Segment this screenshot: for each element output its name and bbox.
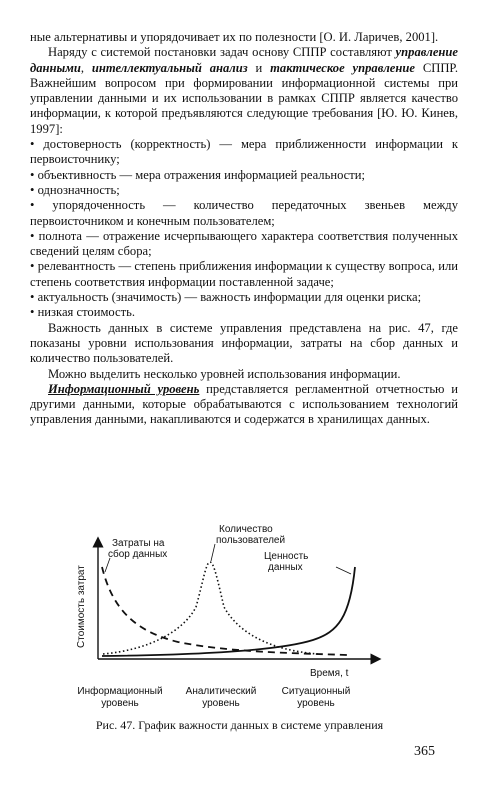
text-span: ,: [80, 60, 92, 75]
paragraph-4: [30, 382, 458, 428]
data-importance-graph: [58, 522, 388, 712]
label-users-2: пользователей: [216, 535, 286, 546]
level-1-sublabel: уровень: [101, 698, 139, 709]
figure-caption: Рис. 47. График важности данных в системе управления: [95, 718, 384, 732]
text-span: и: [247, 60, 271, 75]
leader-line: [336, 567, 351, 574]
text-span: Наряду с системой постановки задач основу СППР составляют: [48, 45, 396, 60]
paragraph-3: Можно выделить несколько уровней использования информации.: [48, 366, 401, 381]
paragraph-0: ные альтернативы и упорядочивает их по полезности [О. И. Ларичев, 2001].: [30, 30, 439, 44]
text-span: СППР. Важнейшим вопросом при формировании информационной системы при управлении данными и их использовании в рамках СППР является качество информации, к которой предъявляются следующие требования [Ю. Ю. Кинев, 1997]:: [30, 60, 458, 136]
bullet-item: • низкая стоимость.: [30, 305, 458, 320]
level-3-sublabel: уровень: [297, 698, 335, 709]
users-curve: [103, 562, 318, 654]
bullet-item: • достоверность (корректность) — мера приближенности информации к первоисточнику;: [30, 137, 458, 168]
leader-line: [105, 558, 110, 572]
page-body: [30, 30, 458, 428]
level-3-label: Ситуационный: [281, 686, 351, 697]
label-costs-2: сбор данных: [108, 549, 168, 560]
label-value-2: данных: [268, 562, 303, 573]
value-curve: [102, 567, 355, 656]
paragraph-1: [30, 45, 458, 137]
label-users-1: Количество: [219, 524, 273, 535]
bullet-item: • актуальность (значимость) — важность информации для оценки риска;: [30, 290, 458, 305]
paragraph-2: Важность данных в системе управления представлена на рис. 47, где показаны уровни использования информации, затраты на сбор данных и количество пользователей.: [30, 320, 458, 366]
label-costs-1: Затраты на: [112, 538, 165, 549]
term-data-management: управление данными: [30, 45, 458, 75]
bullet-item: • упорядоченность — количество передаточных звеньев между первоисточником и конечным пользователем;: [30, 198, 458, 229]
level-2-sublabel: уровень: [202, 698, 240, 709]
page-number: 365: [414, 744, 435, 759]
x-axis-label: Время, t: [310, 668, 349, 679]
label-value-1: Ценность: [264, 551, 309, 562]
bullet-item: • релевантность — степень приближения информации к существу вопроса, или степень соответствия информации поставленной задаче;: [30, 259, 458, 290]
level-1-label: Информационный: [77, 686, 163, 697]
bullet-item: • однозначность;: [30, 183, 458, 198]
figure-47: [58, 522, 388, 712]
leader-line: [211, 544, 215, 561]
term-information-level: Информационный уровень: [48, 381, 200, 396]
level-2-label: Аналитический: [185, 686, 257, 697]
text-span: представляется регламентной отчетностью и другими данными, которые обрабатываются с использованием технологий управления данными, накапливаются и содержатся в хранилищах данных.: [30, 381, 459, 427]
term-tactical-management: тактическое управление: [270, 60, 415, 75]
y-axis-label: Стоимость затрат: [76, 565, 87, 648]
bullet-item: • полнота — отражение исчерпывающего характера соответствия полученных сведений целям сбора;: [30, 229, 458, 260]
costs-curve: [102, 567, 348, 655]
bullet-item: • объективность — мера отражения информацией реальности;: [30, 168, 458, 183]
term-intelligent-analysis: интеллектуальный анализ: [91, 60, 248, 75]
